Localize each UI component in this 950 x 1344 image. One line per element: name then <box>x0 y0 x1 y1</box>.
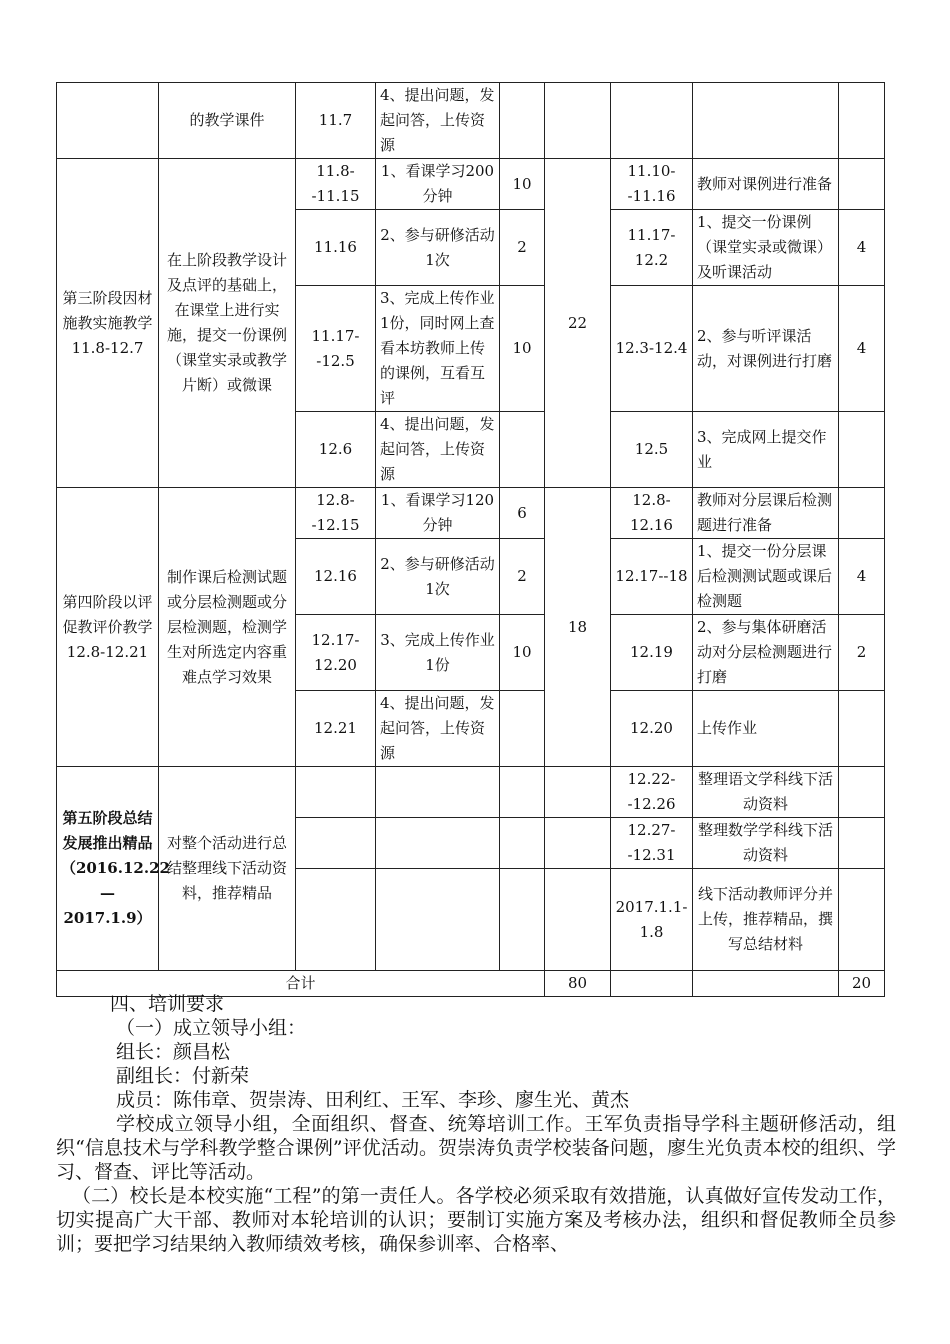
subsection-heading: （一）成立领导小组： <box>116 1017 307 1039</box>
content-cell: 的教学课件 <box>159 83 296 159</box>
date-cell: 11.7 <box>296 83 376 159</box>
table-row <box>57 83 885 159</box>
offline-hours-cell <box>839 488 885 539</box>
offline-date-cell: 12.5 <box>611 412 693 488</box>
hours-cell <box>500 691 545 767</box>
offline-date-cell: 12.20 <box>611 691 693 767</box>
offline-date-cell <box>611 83 693 159</box>
offline-task-cell: 线下活动教师评分并上传，推荐精品，撰写总结材料 <box>693 869 839 971</box>
leader-line: 组长：颜昌松 <box>116 1041 231 1063</box>
task-cell: 3、完成上传作业1份 <box>376 615 500 691</box>
task-cell <box>376 818 500 869</box>
offline-date-cell: 12.27--12.31 <box>611 818 693 869</box>
hours-cell <box>500 767 545 818</box>
offline-hours-cell <box>839 83 885 159</box>
date-cell: 12.21 <box>296 691 376 767</box>
content-cell: 对整个活动进行总结整理线下活动资料，推荐精品 <box>159 767 296 971</box>
date-cell: 12.16 <box>296 539 376 615</box>
paragraph: 学校成立领导小组，全面组织、督查、统筹培训工作。王军负责指导学科主题研修活动，组织“信息技术与学科教学整合课例”评优活动。贺崇涛负责学校装备问题，廖生光负责本校的组织、学习、督查、评比等活动。 <box>56 1113 896 1183</box>
hours-cell: 6 <box>500 488 545 539</box>
offline-hours-total: 20 <box>839 971 885 997</box>
offline-task-cell: 上传作业 <box>693 691 839 767</box>
offline-date-cell: 11.17-12.2 <box>611 210 693 286</box>
task-cell: 1、看课学习120分钟 <box>376 488 500 539</box>
date-cell: 11.16 <box>296 210 376 286</box>
table-row <box>57 159 885 210</box>
date-cell: 11.17--12.5 <box>296 286 376 412</box>
offline-date-cell: 11.10--11.16 <box>611 159 693 210</box>
online-total-cell: 22 <box>545 159 611 488</box>
hours-cell <box>500 869 545 971</box>
online-total-cell <box>545 869 611 971</box>
hours-cell: 10 <box>500 615 545 691</box>
offline-date-cell: 12.22--12.26 <box>611 767 693 818</box>
online-total-cell <box>545 767 611 818</box>
date-cell: 12.6 <box>296 412 376 488</box>
offline-date-cell: 12.19 <box>611 615 693 691</box>
total-label: 合计 <box>57 971 545 997</box>
task-cell: 3、完成上传作业1份，同时网上查看本坊教师上传的课例，互看互评 <box>376 286 500 412</box>
online-total-cell: 80 <box>545 971 611 997</box>
offline-task-cell: 整理语文学科线下活动资料 <box>693 767 839 818</box>
table-row <box>57 488 885 539</box>
offline-task-cell: 1、提交一份课例（课堂实录或微课）及听课活动 <box>693 210 839 286</box>
content-cell: 在上阶段教学设计及点评的基础上，在课堂上进行实施，提交一份课例（课堂实录或教学片断）或微课 <box>159 159 296 488</box>
content-cell: 制作课后检测试题或分层检测题或分层检测题，检测学生对所选定内容重难点学习效果 <box>159 488 296 767</box>
hours-cell: 10 <box>500 159 545 210</box>
task-cell <box>376 869 500 971</box>
task-cell: 2、参与研修活动1次 <box>376 539 500 615</box>
offline-hours-cell <box>839 767 885 818</box>
offline-hours-cell: 4 <box>839 539 885 615</box>
date-cell: 12.8--12.15 <box>296 488 376 539</box>
offline-hours-cell <box>839 818 885 869</box>
offline-task-cell: 教师对课例进行准备 <box>693 159 839 210</box>
task-cell: 4、提出问题，发起问答，上传资源 <box>376 412 500 488</box>
task-cell: 1、看课学习200分钟 <box>376 159 500 210</box>
hours-cell: 2 <box>500 539 545 615</box>
offline-hours-cell <box>839 691 885 767</box>
offline-hours-cell <box>839 869 885 971</box>
offline-task-cell: 3、完成网上提交作业 <box>693 412 839 488</box>
task-cell: 2、参与研修活动1次 <box>376 210 500 286</box>
date-cell: 11.8--11.15 <box>296 159 376 210</box>
offline-task-cell <box>693 83 839 159</box>
offline-task-cell: 整理数学学科线下活动资料 <box>693 818 839 869</box>
training-schedule-table <box>56 82 885 997</box>
offline-date-cell: 12.3-12.4 <box>611 286 693 412</box>
offline-hours-cell: 4 <box>839 286 885 412</box>
date-cell: 12.17-12.20 <box>296 615 376 691</box>
vice-leader-line: 副组长：付新荣 <box>116 1065 250 1087</box>
offline-hours-cell: 4 <box>839 210 885 286</box>
task-cell: 4、提出问题，发起问答，上传资源 <box>376 691 500 767</box>
hours-cell <box>500 818 545 869</box>
task-cell: 4、提出问题，发起问答，上传资源 <box>376 83 500 159</box>
online-total-cell: 18 <box>545 488 611 767</box>
stage-name-cell <box>57 83 159 159</box>
hours-cell: 10 <box>500 286 545 412</box>
stage-name-cell: 第四阶段以评促教评价教学12.8-12.21 <box>57 488 159 767</box>
stage-name-cell: 第五阶段总结发展推出精品（2016.12.22—2017.1.9） <box>57 767 159 971</box>
paragraph: （二）校长是本校实施“工程”的第一责任人。各学校必须采取有效措施，认真做好宣传发动工作，切实提高广大干部、教师对本轮培训的认识；要制订实施方案及考核办法，组织和督促教师全员参训；要把学习结果纳入教师绩效考核，确保参训率、合格率、 <box>56 1185 896 1255</box>
offline-hours-cell: 2 <box>839 615 885 691</box>
date-cell <box>296 869 376 971</box>
hours-cell: 2 <box>500 210 545 286</box>
stage-name-cell: 第三阶段因材施教实施教学11.8-12.7 <box>57 159 159 488</box>
date-cell <box>296 818 376 869</box>
section-heading: 四、培训要求 <box>110 993 225 1015</box>
offline-hours-cell <box>839 412 885 488</box>
table-row <box>57 767 885 818</box>
offline-hours-cell <box>839 159 885 210</box>
training-requirements <box>56 992 896 1256</box>
hours-cell <box>500 83 545 159</box>
members-line: 成员：陈伟章、贺崇涛、田利红、王军、李珍、廖生光、黄杰 <box>116 1089 630 1111</box>
task-cell <box>376 767 500 818</box>
offline-task-cell: 2、参与集体研磨活动对分层检测题进行打磨 <box>693 615 839 691</box>
online-total-cell <box>545 818 611 869</box>
offline-task-cell: 2、参与听评课活动，对课例进行打磨 <box>693 286 839 412</box>
offline-date-cell: 2017.1.1-1.8 <box>611 869 693 971</box>
hours-cell <box>500 412 545 488</box>
date-cell <box>296 767 376 818</box>
offline-task-cell: 教师对分层课后检测题进行准备 <box>693 488 839 539</box>
offline-date-cell: 12.17--18 <box>611 539 693 615</box>
online-total-cell <box>545 83 611 159</box>
offline-task-cell: 1、提交一份分层课后检测测试题或课后检测题 <box>693 539 839 615</box>
offline-date-cell: 12.8-12.16 <box>611 488 693 539</box>
